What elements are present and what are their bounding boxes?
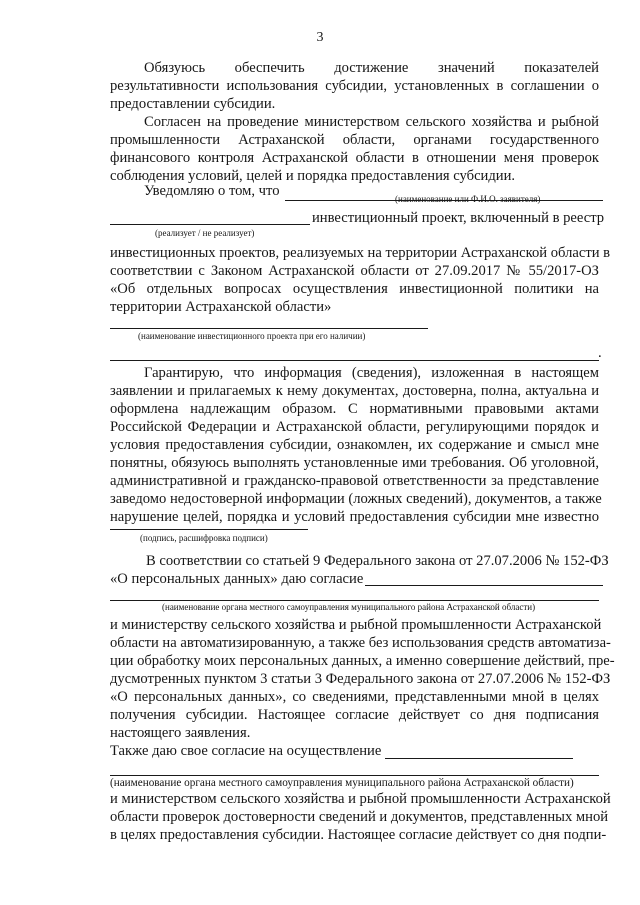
- text-line: дусмотренных пунктом 3 статьи 3 Федерального закона от 27.07.2006 № 152-ФЗ: [110, 671, 611, 687]
- text-line: «О персональных данных» даю согласие: [110, 571, 364, 587]
- text-line: понятны, обязуюсь выполнять установленные ими требования. Об уголовной,: [110, 455, 599, 471]
- text-line: области на автоматизированную, а также без использования средств автоматиза-: [110, 635, 611, 651]
- text-line: территории Астраханской области»: [110, 299, 332, 315]
- text-line: Обязуюсь обеспечить достижение значений показателей: [144, 60, 599, 76]
- text-line: соблюдения условий, целей и порядка предоставления субсидии.: [110, 168, 516, 184]
- authority-name-field-line[interactable]: [110, 600, 599, 601]
- text-line: финансового контроля Астраханской области в отношении меня проверок: [110, 150, 599, 166]
- text-line: «О персональных данных», со сведениями, представленными мной в целях: [110, 689, 599, 705]
- implements-field-line[interactable]: [110, 224, 310, 225]
- blank-field-line[interactable]: [110, 360, 599, 361]
- text-line: В соответствии со статьей 9 Федерального закона от 27.07.2006 № 152-ФЗ: [146, 553, 609, 569]
- text-line: Уведомляю о том, что: [144, 183, 280, 199]
- text-line: предоставлении субсидии.: [110, 96, 276, 112]
- caption: (наименование инвестиционного проекта при его наличии): [138, 331, 366, 341]
- text-line: инвестиционный проект, включенный в реестр: [312, 210, 605, 226]
- caption: (наименование органа местного самоуправления муниципального района Астраханской области): [110, 777, 574, 789]
- text-line: нарушение целей, порядка и условий предоставления субсидии мне известно: [110, 509, 599, 525]
- text-line: инвестиционных проектов, реализуемых на территории Астраханской области в: [110, 245, 611, 261]
- caption: (наименование или Ф.И.О. заявителя): [395, 194, 541, 204]
- text-line: Российской Федерации и Астраханской области, регулирующими порядок и: [110, 419, 599, 435]
- text-line: заявлении и прилагаемых к нему документах, достоверна, полна, актуальна и: [110, 383, 599, 399]
- text-line: и министерству сельского хозяйства и рыбной промышленности Астраханской: [110, 617, 602, 633]
- text-line: области проверок достоверности сведений и документов, представленных мной: [110, 809, 609, 825]
- caption: (наименование органа местного самоуправления муниципального района Астраханской области): [162, 602, 536, 612]
- text-line: и министерством сельского хозяйства и рыбной промышленности Астраханской: [110, 791, 611, 807]
- caption: (подпись, расшифровка подписи): [140, 533, 268, 543]
- project-name-field-line[interactable]: [110, 328, 428, 329]
- text-line: Гарантирую, что информация (сведения), изложенная в настоящем: [144, 365, 599, 381]
- text-line: получения субсидии. Настоящее согласие действует со дня подписания: [110, 707, 599, 723]
- page-number: 3: [316, 30, 324, 45]
- text-line: Согласен на проведение министерством сельского хозяйства и рыбной: [144, 114, 599, 130]
- verification-field-line[interactable]: [385, 758, 573, 759]
- text-line: условия предоставления субсидии, ознакомлен, их содержание и смысл мне: [110, 437, 599, 453]
- text-line: Также даю свое согласие на осуществление: [110, 743, 382, 759]
- text-line: заведомо недостоверной информации (ложных сведений), документов, а также: [110, 491, 602, 507]
- signature-field-line[interactable]: [110, 529, 308, 530]
- text-line: в целях предоставления субсидии. Настоящее согласие действует со дня подпи-: [110, 827, 607, 843]
- text-line: промышленности Астраханской области, органами государственного: [110, 132, 599, 148]
- text-line: результативности использования субсидии, установленных в соглашении о: [110, 78, 599, 94]
- text-line: .: [598, 345, 602, 361]
- text-line: ции обработку моих персональных данных, а именно совершение действий, пре-: [110, 653, 615, 669]
- text-line: соответствии с Законом Астраханской области от 27.09.2017 № 55/2017-ОЗ: [110, 263, 599, 279]
- text-line: настоящего заявления.: [110, 725, 251, 741]
- caption: (реализует / не реализует): [155, 228, 255, 238]
- authority-field-line[interactable]: [365, 585, 603, 586]
- text-line: «Об отдельных вопросах осуществления инвестиционной политики на: [110, 281, 599, 297]
- text-line: оформлена надлежащим образом. С нормативными правовыми актами: [110, 401, 599, 417]
- text-line: административной и гражданско-правовой ответственности за представление: [110, 473, 599, 489]
